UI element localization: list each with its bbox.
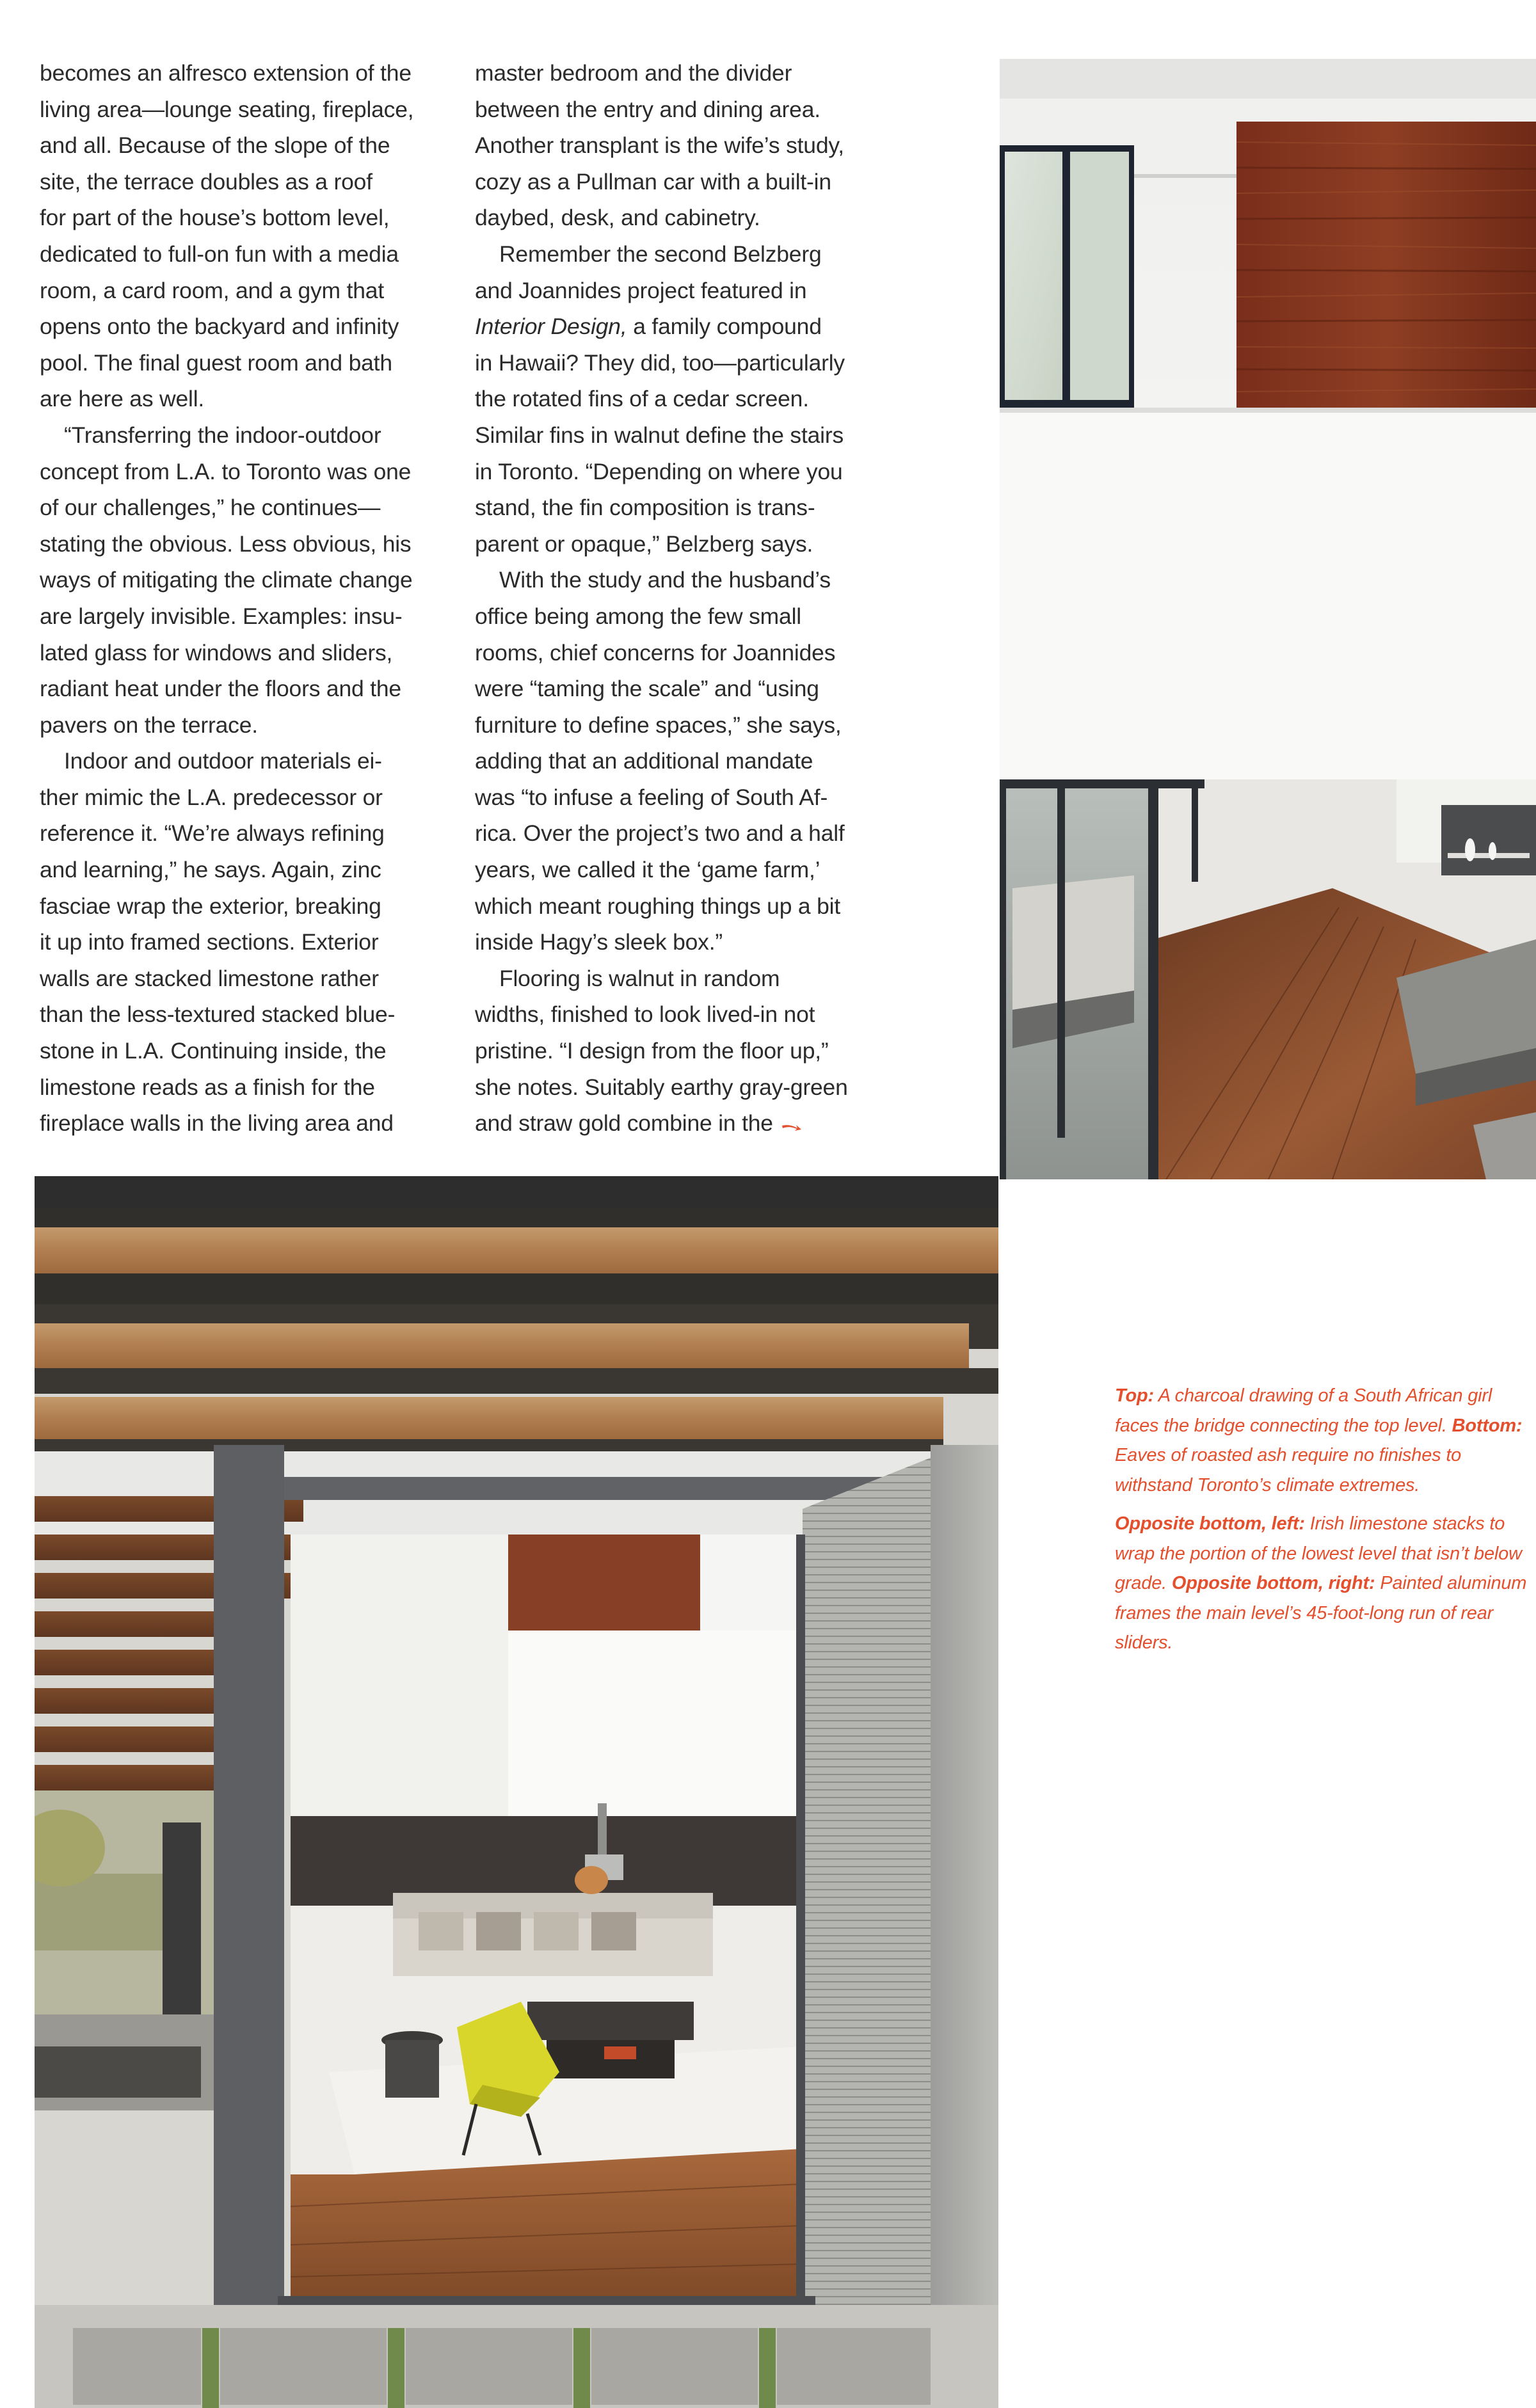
col2-line: in Toronto. “Depending on where you — [475, 458, 843, 484]
caption-text-bottom: Eaves of roasted ash require no finishes to withstand Toronto’s climate extremes. — [1115, 1445, 1462, 1495]
caption-lead-top: Top: — [1115, 1385, 1154, 1406]
col1-line: and learning,” he says. Again, zinc — [40, 857, 381, 883]
col1-line: ways of mitigating the climate change — [40, 567, 413, 593]
col1-line: living area—lounge seating, fireplace, — [40, 96, 414, 122]
caption-lead-opposite-left: Opposite bottom, left: — [1115, 1513, 1305, 1534]
col1-line: stating the obvious. Less obvious, his — [40, 530, 412, 557]
col2-line: was “to infuse a feeling of South Af- — [475, 784, 828, 810]
col1-line: Indoor and outdoor materials ei- — [64, 748, 382, 774]
col1-line: walls are stacked limestone rather — [40, 965, 379, 991]
col1-line: are here as well. — [40, 386, 205, 412]
col1-line: radiant heat under the floors and the — [40, 676, 401, 702]
col2-line: cozy as a Pullman car with a built-in — [475, 168, 831, 195]
col1-line: site, the terrace doubles as a roof — [40, 168, 372, 195]
col2-line: rooms, chief concerns for Joannides — [475, 639, 836, 666]
col2-line: Flooring is walnut in random — [499, 965, 780, 991]
col2-line: between the entry and dining area. — [475, 96, 820, 122]
col2-line: years, we called it the ‘game farm,’ — [475, 857, 820, 883]
col1-line: concept from L.A. to Toronto was one — [40, 458, 412, 484]
col2-line: master bedroom and the divider — [475, 60, 792, 86]
col2-line: and Joannides project featured in — [475, 277, 807, 303]
col2-line: stand, the fin composition is trans- — [475, 495, 815, 521]
col2-line: rica. Over the project’s two and a half — [475, 820, 845, 847]
photo-bottom-eaves-living-room — [35, 1176, 998, 2408]
col1-line: “Transferring the indoor-outdoor — [64, 422, 381, 448]
col1-line: are largely invisible. Examples: insu- — [40, 603, 403, 629]
photo-top-right-walnut-bridge — [1000, 59, 1536, 779]
col2-line: which meant roughing things up a bit — [475, 893, 841, 919]
col2-line: were “taming the scale” and “using — [475, 676, 819, 702]
col1-line: pavers on the terrace. — [40, 712, 258, 738]
col2-line-with-title — [475, 308, 878, 345]
col2-line: Remember the second Belzberg — [499, 241, 822, 267]
col1-line: than the less-textured stacked blue- — [40, 1001, 396, 1028]
article-column-2 — [475, 55, 878, 1143]
caption-paragraph — [1115, 1381, 1536, 1500]
caption-text-opposite-left: Irish limestone stacks to wrap the portion of the lowest level that isn’t below grade. — [1115, 1513, 1522, 1593]
photo-mid-right-sliders — [1000, 779, 1536, 1179]
col1-line: opens onto the backyard and infinity — [40, 314, 399, 340]
col2-line: parent or opaque,” Belzberg says. — [475, 530, 813, 557]
col2-line: furniture to define spaces,” she says, — [475, 712, 842, 738]
col1-line: stone in L.A. Continuing inside, the — [40, 1038, 387, 1064]
col1-line: dedicated to full-on fun with a media — [40, 241, 399, 267]
col2-line: adding that an additional mandate — [475, 748, 813, 774]
col1-line: limestone reads as a finish for the — [40, 1074, 375, 1100]
col1-line: ther mimic the L.A. predecessor or — [40, 784, 383, 810]
magazine-title: Interior Design, — [475, 314, 627, 340]
col1-line: for part of the house’s bottom level, — [40, 205, 390, 231]
caption-paragraph — [1115, 1509, 1536, 1658]
col1-line: fireplace walls in the living area and — [40, 1110, 394, 1136]
col1-line: of our challenges,” he continues— — [40, 495, 381, 521]
col2-line: Similar fins in walnut define the stairs — [475, 422, 844, 448]
col2-line: the rotated fins of a cedar screen. — [475, 386, 809, 412]
col2-line: in Hawaii? They did, too—particularly — [475, 349, 845, 376]
caption-lead-bottom: Bottom: — [1452, 1415, 1523, 1436]
article-column-1 — [40, 55, 436, 1142]
col1-line: becomes an alfresco extension of the — [40, 60, 412, 86]
col2-line: inside Hagy’s sleek box.” — [475, 929, 723, 955]
col1-line: room, a card room, and a gym that — [40, 277, 384, 303]
col2-line: office being among the few small — [475, 603, 801, 629]
col1-line: fasciae wrap the exterior, breaking — [40, 893, 381, 919]
caption-text-opposite-right: Painted aluminum frames the main level’s 45-foot-long run of rear sliders. — [1115, 1573, 1527, 1653]
col2-line: widths, finished to look lived-in not — [475, 1001, 815, 1028]
photo-caption — [1115, 1381, 1536, 1667]
col1-line: and all. Because of the slope of the — [40, 132, 390, 159]
col2-line: pristine. “I design from the floor up,” — [475, 1038, 829, 1064]
col2-line-text: and straw gold combine in the — [475, 1110, 773, 1136]
continued-arrow-icon — [781, 1107, 803, 1144]
col2-line: daybed, desk, and cabinetry. — [475, 205, 760, 231]
col1-line: it up into framed sections. Exterior — [40, 929, 379, 955]
col2-line: she notes. Suitably earthy gray-green — [475, 1074, 848, 1100]
col2-line-rest: a family compound — [627, 314, 822, 340]
col2-line: Another transplant is the wife’s study, — [475, 132, 844, 159]
caption-lead-opposite-right: Opposite bottom, right: — [1171, 1573, 1375, 1593]
col2-line-last — [475, 1105, 878, 1143]
col1-line: pool. The final guest room and bath — [40, 349, 392, 376]
col2-line: With the study and the husband’s — [499, 567, 831, 593]
col1-line: lated glass for windows and sliders, — [40, 639, 393, 666]
col1-line: reference it. “We’re always refining — [40, 820, 385, 847]
caption-text-top: A charcoal drawing of a South African girl faces the bridge connecting the top level. — [1115, 1385, 1492, 1436]
